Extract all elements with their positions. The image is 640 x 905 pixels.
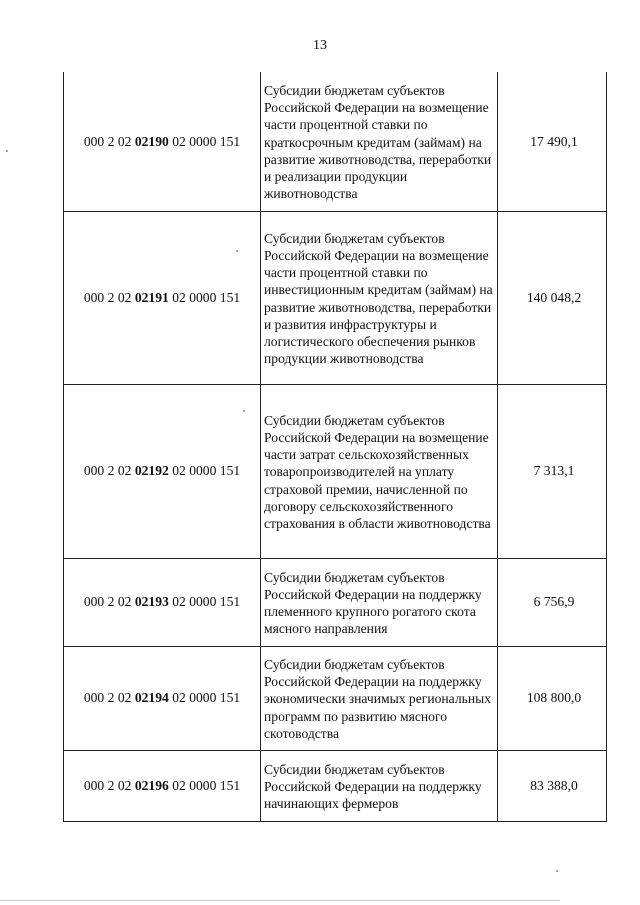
- amount-cell: 140 048,2: [498, 211, 607, 384]
- code-suffix: 02 0000 151: [168, 777, 241, 793]
- table-row: [64, 72, 607, 211]
- code-prefix: 000 2 02: [83, 777, 135, 793]
- code-suffix: 02 0000 151: [168, 690, 241, 706]
- description-cell: Субсидии бюджетам субъектов Российской Федерации на поддержку начинающих фермеров: [261, 750, 498, 821]
- code-suffix: 02 0000 151: [168, 133, 241, 149]
- code-bold-part: 02193: [134, 594, 169, 610]
- description-cell: Субсидии бюджетам субъектов Российской Федерации на возмещение части процентной ставки по инвестиционным кредитам (займам) на развитие животноводства, переработки и развития инфраструктуры и логистического обеспечения рынков продукции животноводства: [261, 211, 498, 384]
- table-row: [64, 750, 607, 821]
- table-row: [64, 558, 607, 646]
- amount-cell: 7 313,1: [498, 384, 607, 558]
- code-bold-part: 02196: [134, 777, 169, 793]
- code-prefix: 000 2 02: [83, 133, 135, 149]
- code-prefix: 000 2 02: [83, 690, 135, 706]
- budget-code-cell: [64, 558, 261, 646]
- scan-speck: [6, 150, 8, 152]
- amount-cell: 17 490,1: [498, 72, 607, 211]
- code-prefix: 000 2 02: [83, 463, 135, 479]
- budget-table: [63, 72, 607, 822]
- code-suffix: 02 0000 151: [168, 463, 241, 479]
- code-prefix: 000 2 02: [83, 289, 135, 305]
- table-row: [64, 384, 607, 558]
- amount-cell: 6 756,9: [498, 558, 607, 646]
- amount-cell: 83 388,0: [498, 750, 607, 821]
- budget-code-cell: [64, 384, 261, 558]
- code-bold-part: 02190: [134, 133, 169, 149]
- code-suffix: 02 0000 151: [168, 289, 241, 305]
- table-row: [64, 646, 607, 750]
- code-suffix: 02 0000 151: [168, 594, 241, 610]
- budget-code-cell: [64, 750, 261, 821]
- budget-code-cell: [64, 646, 261, 750]
- scan-speck: [236, 250, 238, 252]
- amount-cell: 108 800,0: [498, 646, 607, 750]
- code-prefix: 000 2 02: [83, 594, 135, 610]
- code-bold-part: 02191: [134, 289, 169, 305]
- scan-edge-line: [0, 900, 560, 901]
- scan-speck: [556, 870, 558, 872]
- budget-code-cell: [64, 211, 261, 384]
- description-cell: Субсидии бюджетам субъектов Российской Федерации на возмещение части процентной ставки по краткосрочным кредитам (займам) на развитие животноводства, переработки и реализации продукции животноводства: [261, 72, 498, 211]
- description-cell: Субсидии бюджетам субъектов Российской Федерации на поддержку экономически значимых региональных программ по развитию мясного скотоводства: [261, 646, 498, 750]
- code-bold-part: 02192: [134, 463, 169, 479]
- code-bold-part: 02194: [134, 690, 169, 706]
- description-cell: Субсидии бюджетам субъектов Российской Федерации на возмещение части затрат сельскохозяйственных товаропроизводителей на уплату страховой премии, начисленной по договору сельскохозяйственного страхования в области животноводства: [261, 384, 498, 558]
- scan-speck: [243, 410, 245, 412]
- table-row: [64, 211, 607, 384]
- page-number: 13: [313, 38, 327, 53]
- budget-code-cell: [64, 72, 261, 211]
- description-cell: Субсидии бюджетам субъектов Российской Федерации на поддержку племенного крупного рогатого скота мясного направления: [261, 558, 498, 646]
